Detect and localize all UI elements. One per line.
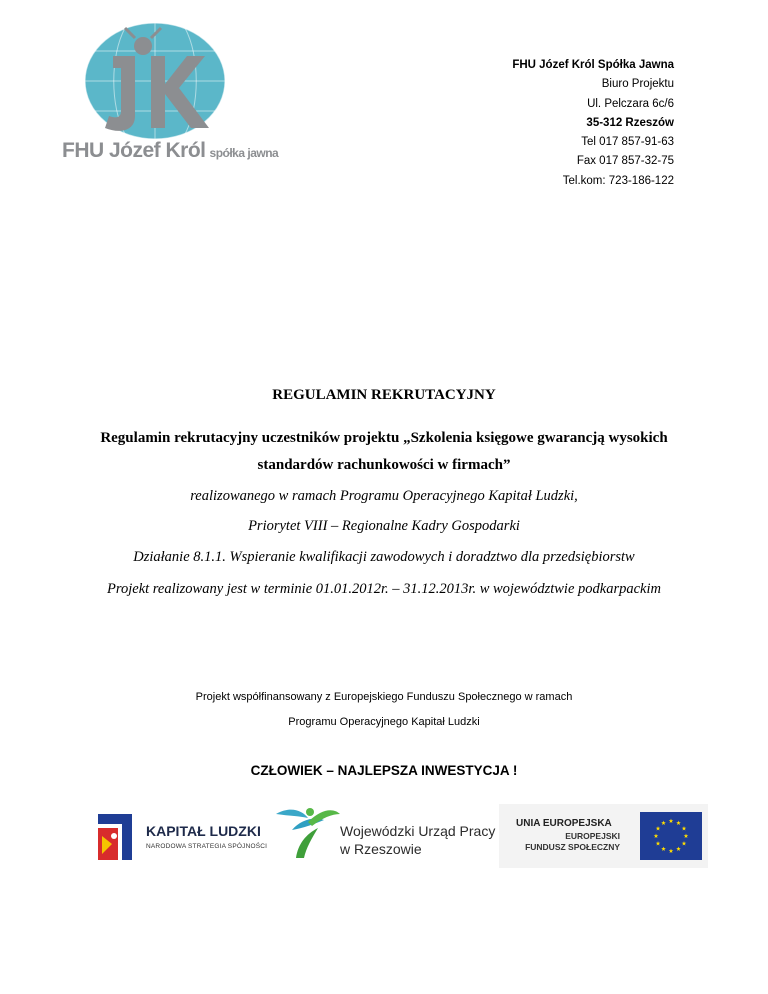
priority-line: Priorytet VIII – Regionalne Kadry Gospodarki bbox=[248, 518, 520, 534]
company-mobile: Tel.kom: 723-186-122 bbox=[562, 174, 674, 187]
program-line: realizowanego w ramach Programu Operacyjnego Kapitał Ludzki, bbox=[190, 488, 578, 504]
company-office: Biuro Projektu bbox=[601, 78, 674, 91]
eu-flag-icon bbox=[640, 812, 702, 860]
project-term-line: Projekt realizowany jest w terminie 01.01.2012r. – 31.12.2013r. w województwie podkarpackim bbox=[107, 581, 661, 597]
company-address bbox=[512, 56, 674, 191]
wup-name bbox=[340, 822, 495, 858]
company-name: FHU Józef Król Spółka Jawna bbox=[512, 59, 674, 71]
kapital-ludzki-title: KAPITAŁ LUDZKI bbox=[146, 823, 261, 839]
subtitle-line-2: standardów rachunkowości w firmach” bbox=[257, 457, 511, 473]
eu-line-1: EUROPEJSKI bbox=[565, 831, 620, 841]
eu-title: UNIA EUROPEJSKA bbox=[516, 818, 612, 829]
company-city: 35-312 Rzeszów bbox=[586, 116, 674, 129]
document-subtitle bbox=[60, 425, 708, 479]
wup-line-1: Wojewódzki Urząd Pracy bbox=[340, 823, 496, 839]
company-street: Ul. Pelczara 6c/6 bbox=[587, 97, 674, 110]
logo-brand-name: FHU Józef Król bbox=[62, 139, 206, 162]
document-title: REGULAMIN REKRUTACYJNY bbox=[272, 387, 496, 403]
logo-brand-sub: spółka jawna bbox=[209, 146, 279, 160]
eu-line-2: FUNDUSZ SPOŁECZNY bbox=[525, 842, 620, 852]
slogan: CZŁOWIEK – NAJLEPSZA INWESTYCJA ! bbox=[250, 763, 518, 778]
subtitle-line-1: Regulamin rekrutacyjny uczestników projektu „Szkolenia księgowe gwarancją wysokich bbox=[100, 430, 668, 446]
logo-brand-text bbox=[62, 139, 278, 163]
wup-logo-icon bbox=[272, 800, 342, 862]
kapital-ludzki-subtitle: NARODOWA STRATEGIA SPÓJNOŚCI bbox=[146, 843, 268, 850]
company-tel: Tel 017 857-91-63 bbox=[581, 136, 674, 149]
cofinanced-line-1: Projekt współfinansowany z Europejskiego Funduszu Społecznego w ramach bbox=[195, 691, 573, 703]
company-fax: Fax 017 857-32-75 bbox=[576, 155, 674, 168]
action-line: Działanie 8.1.1. Wspieranie kwalifikacji zawodowych i doradztwo dla przedsiębiorstw bbox=[133, 549, 635, 565]
wup-line-2: w Rzeszowie bbox=[340, 841, 422, 857]
eu-fund-name bbox=[518, 831, 620, 853]
cofinanced-line-2: Programu Operacyjnego Kapitał Ludzki bbox=[288, 716, 480, 728]
